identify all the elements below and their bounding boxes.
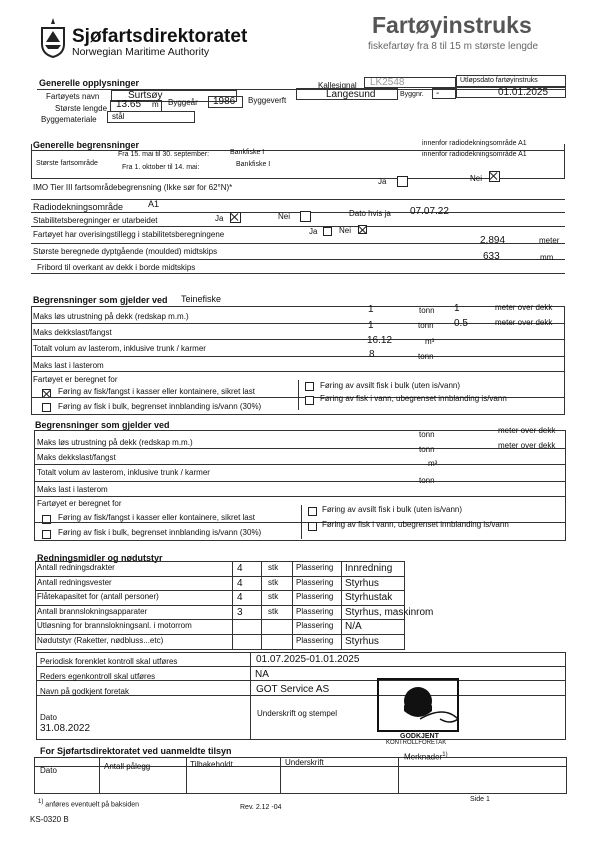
stamp-text: GODKJENT (400, 733, 439, 740)
rescue-row-label: Utløsning for brannslokningsanl. i motorrom (37, 621, 192, 630)
radio-value: A1 (148, 199, 160, 209)
imo-nei-label: Nei (470, 174, 483, 183)
imo-ja-label: Ja (378, 177, 387, 186)
gear1-tonn-3: tonn (418, 352, 434, 361)
oversize-ja-checkbox[interactable] (323, 227, 332, 236)
radio-label: Radiodekningsområde (33, 202, 124, 212)
section-title-gear2: Begrensninger som gjelder ved (35, 420, 170, 430)
oversize-ja-label: Ja (309, 227, 318, 236)
section-title-rescue: Redningsmidler og nødutstyr (37, 553, 163, 563)
rescue-row-place-label: Plassering (296, 592, 334, 601)
period1-label: Fra 15. mai til 30. september: (118, 151, 210, 158)
freeboard-value: 633 (483, 251, 500, 262)
periodic-value: 01.07.2025-01.01.2025 (256, 654, 360, 665)
owner-value: NA (255, 669, 269, 680)
length: 13.65 (116, 99, 142, 110)
col-orders: Antall pålegg (104, 762, 151, 771)
rescue-row-place-label: Plassering (296, 607, 334, 616)
gear1-volume: 16.12 (367, 335, 393, 346)
gear2-opt2: Føring av avsilt fisk i bulk (uten is/vann) (322, 505, 463, 514)
gear2-opt3-checkbox[interactable] (42, 530, 51, 539)
gear1-meter-over-1: meter over dekk (495, 303, 553, 312)
gear2-opt4-checkbox[interactable] (308, 522, 317, 531)
date-if-yes: 07.07.22 (410, 206, 449, 217)
revision: Rev. 2.12 -04 (240, 804, 282, 811)
gear2-calc-label: Fartøyet er beregnet for (37, 499, 122, 508)
gear2-m3: m³ (428, 459, 438, 468)
rescue-row-place: Styrhustak (345, 592, 393, 603)
rescue-row-qty: 4 (237, 563, 243, 574)
build-year-label: Byggeår (168, 98, 198, 107)
rescue-row-qty: 3 (237, 607, 243, 618)
gear2-meter-over-1: meter over dekk (498, 426, 556, 435)
moulded-unit: meter (539, 236, 560, 245)
company-value: GOT Service AS (256, 684, 330, 695)
gear1-calc-label: Fartøyet er beregnet for (33, 375, 118, 384)
gear2-max-equip-label: Maks løs utrustning på dekk (redskap m.m.) (37, 438, 193, 447)
gear2-opt4: Føring av fisk i vann, ubegrenset innblanding is/vann (322, 520, 509, 529)
form-code: KS-0320 B (30, 815, 69, 824)
org-name-en: Norwegian Maritime Authority (72, 46, 210, 58)
gear1-opt3: Føring av fisk i bulk, begrenset innblanding is/vann (30%) (58, 402, 262, 411)
rescue-row-place-label: Plassering (296, 563, 334, 572)
gear1-volume-label: Totalt volum av lasterom, inklusive trunk / karmer (33, 344, 206, 353)
stability-nei-label: Nei (278, 212, 291, 221)
stability-label: Stabilitetsberegninger er utarbeidet (33, 216, 158, 225)
gear2-deck-label: Maks dekkslast/fangst (37, 453, 116, 462)
oversize-nei-label: Nei (339, 226, 352, 235)
gear1-meter-over-2: meter over dekk (495, 318, 553, 327)
vessel-name: Surtsøy (128, 90, 163, 101)
period2-note: innenfor radiodekningsområde A1 (422, 151, 527, 158)
logo (38, 16, 68, 58)
material-label: Byggemateriale (41, 115, 97, 124)
rescue-row-label: Antall redningsdrakter (37, 563, 115, 572)
gear1-tonn-1: tonn (419, 306, 435, 315)
period1-value: Bankfiske I (230, 149, 265, 156)
form-title: Fartøyinstruks (372, 12, 532, 38)
gear2-tonn-3: tonn (419, 476, 435, 485)
rescue-row-unit: stk (268, 592, 279, 601)
gear2-opt3: Føring av fisk i bulk, begrenset innblanding is/vann (30%) (58, 528, 262, 537)
rescue-row-place-label: Plassering (296, 578, 334, 587)
approval-stamp (374, 675, 462, 747)
gear2-hold-label: Maks last i lasterom (37, 485, 108, 494)
gear1-opt4-checkbox[interactable] (305, 396, 314, 405)
period1-note: innenfor radiodekningsområde A1 (422, 140, 527, 147)
callsign: LK2548 (370, 77, 405, 88)
rescue-row-unit: stk (268, 563, 279, 572)
rescue-row-unit: stk (268, 578, 279, 587)
stamp-sub: KONTROLLFORETAK (386, 740, 447, 746)
gear1-tonn-2: tonn (418, 321, 434, 330)
rescue-row-qty: 4 (237, 592, 243, 603)
moulded-value: 2,894 (480, 235, 506, 246)
gear1-opt4: Føring av fisk i vann, ubegrenset innblanding is/vann (320, 394, 507, 403)
imo-label: IMO Tier III fartsområdebegrensning (Ikke sør for 62°N)* (33, 183, 233, 192)
col-sign: Underskrift (285, 758, 324, 767)
rescue-row-unit: stk (268, 607, 279, 616)
expiry-label: Utløpsdato fartøyinstruks (460, 77, 538, 84)
rescue-row-place: Innredning (345, 563, 393, 574)
signature-label: Underskrift og stempel (257, 709, 338, 718)
gear1-m3: m³ (425, 337, 435, 346)
section-title-inspection: For Sjøfartsdirektoratet ved uanmeldte tilsyn (40, 746, 232, 756)
gear1-max-equip-tonn: 1 (368, 304, 374, 315)
vessel-name-label: Fartøyets navn (46, 92, 100, 101)
stability-ja-label: Ja (215, 214, 224, 223)
length-unit: m (152, 100, 159, 109)
gear1-deck-tonn: 1 (368, 320, 374, 331)
freeboard-unit: mm (540, 253, 554, 262)
rescue-row-label: Antall redningsvester (37, 578, 112, 587)
gear2-opt2-checkbox[interactable] (308, 507, 317, 516)
expiry: 01.01.2025 (498, 87, 549, 98)
org-name: Sjøfartsdirektoratet (72, 26, 248, 47)
ship-crest-icon (38, 16, 68, 58)
gear1-max-equip-label: Maks løs utrustning på dekk (redskap m.m.) (33, 312, 189, 321)
gear1-deck-height: 0.5 (454, 318, 468, 329)
section-title-limits: Generelle begrensninger (33, 140, 140, 150)
section-title-gear1: Begrensninger som gjelder ved (33, 295, 168, 305)
gear2-opt1: Føring av fisk/fangst i kasser eller kontainere, sikret last (58, 513, 255, 522)
yard-no-label: Byggnr. (400, 91, 424, 98)
rescue-row-place: Styrhus, maskinrom (345, 607, 434, 618)
callsign-label: Kallesignal (318, 81, 357, 90)
date-value: 31.08.2022 (40, 723, 91, 734)
rescue-row-label: Antall brannslokningsapparater (37, 607, 148, 616)
period2-value: Bankfiske I (236, 161, 271, 168)
rescue-row-label: Flåtekapasitet for (antall personer) (37, 592, 159, 601)
rescue-row-place: Styrhus (345, 636, 379, 647)
rescue-row-place-label: Plassering (296, 621, 334, 630)
gear1-hold: 8 (369, 349, 375, 360)
period2-label: Fra 1. oktober til 14. mai: (122, 164, 200, 171)
material: stål (112, 112, 125, 121)
gear1-opt3-checkbox[interactable] (42, 403, 51, 412)
rescue-row-qty: 4 (237, 578, 243, 589)
gear2-tonn-2: tonn (419, 445, 435, 454)
rescue-row-place-label: Plassering (296, 636, 334, 645)
area-label: Største fartsområde (36, 160, 98, 167)
gear1-opt2-checkbox[interactable] (305, 382, 314, 391)
yard-no: - (436, 88, 440, 99)
moulded-label: Største beregnede dyptgående (moulded) midtskips (33, 247, 218, 256)
stability-nei-checkbox[interactable] (300, 211, 311, 222)
gear2-volume-label: Totalt volum av lasterom, inklusive trunk / karmer (37, 468, 210, 477)
company-label: Navn på godkjent foretak (40, 687, 129, 696)
section-title-general: Generelle opplysninger (39, 78, 140, 88)
gear1-max-equip-height: 1 (454, 303, 460, 314)
gear1-hold-label: Maks last i lasterom (33, 361, 104, 370)
col-held: Tilbakeholdt (190, 760, 233, 769)
oversize-label: Fartøyet har overisingstillegg i stabilitetsberegningene (33, 230, 225, 239)
date-if-yes-label: Dato hvis ja (349, 209, 391, 218)
gear1-deck-label: Maks dekkslast/fangst (33, 328, 112, 337)
form-subtitle: fiskefartøy fra 8 til 15 m største lengde (368, 41, 539, 52)
length-label: Største lengde (55, 104, 108, 113)
oversize-nei-checkbox[interactable] (358, 225, 367, 234)
gear1-name: Teinefiske (181, 294, 222, 304)
gear2-tonn-1: tonn (419, 430, 435, 439)
periodic-label: Periodisk forenklet kontroll skal utføres (40, 657, 178, 666)
build-year: 1986 (213, 96, 236, 107)
yard: Langesund (326, 89, 376, 100)
owner-label: Reders egenkontroll skal utføres (40, 672, 156, 681)
rescue-row-place: Styrhus (345, 578, 379, 589)
page-number: Side 1 (470, 796, 490, 803)
date-label: Dato (40, 713, 57, 722)
rescue-row-label: Nødutstyr (Raketter, nødbluss...etc) (37, 636, 164, 645)
gear1-opt1: Føring av fisk/fangst i kasser eller kontainere, sikret last (58, 387, 255, 396)
yard-label: Byggeverft (248, 96, 287, 105)
rescue-row-place: N/A (345, 621, 362, 632)
col-date: Dato (40, 766, 57, 775)
footnote: $^{1)}$ anføres eventuelt på baksiden (38, 799, 140, 809)
imo-ja-checkbox[interactable] (397, 176, 408, 187)
imo-nei-checkbox[interactable] (489, 171, 500, 182)
gear1-opt2: Føring av avsilt fisk i bulk (uten is/vann) (320, 381, 461, 390)
stability-ja-checkbox[interactable] (230, 212, 241, 223)
col-notes: Merknader$^{1)}$ (404, 752, 448, 762)
gear2-meter-over-2: meter over dekk (498, 441, 556, 450)
freeboard-label: Fribord til overkant av dekk i borde midtskips (37, 263, 196, 272)
